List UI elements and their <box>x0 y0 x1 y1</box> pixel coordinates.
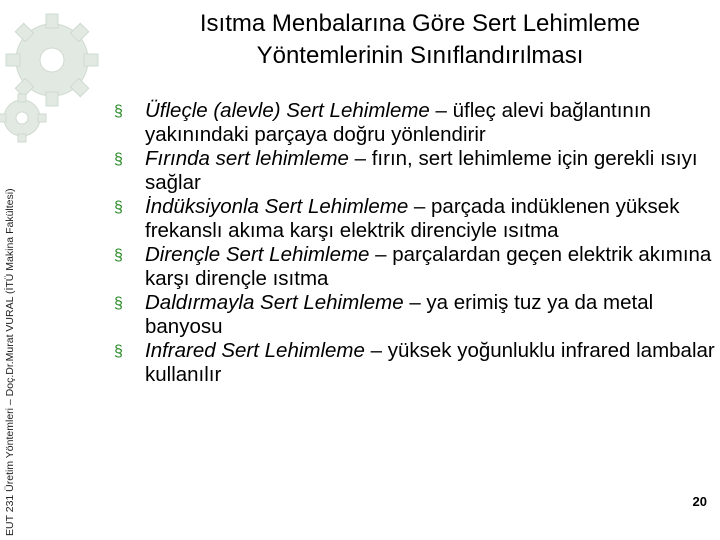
bullet-list <box>110 99 715 387</box>
method-term: Dirençle Sert Lehimleme <box>145 243 370 266</box>
separator: – <box>348 147 372 170</box>
method-description: fırın, sert lehimleme için gerekli ısıyı sağlar <box>145 147 698 194</box>
bullet-icon: § <box>114 343 123 360</box>
slide-title <box>130 8 710 72</box>
slide-title-line-2: Yöntemlerinin Sınıflandırılması <box>256 42 584 69</box>
list-item <box>110 243 715 291</box>
method-description: yüksek yoğunluklu infrared lambalar kullanılır <box>145 339 715 386</box>
bullet-icon: § <box>114 199 123 216</box>
method-description: parçalardan geçen elektrik akımına karşı dirençle ısıtma <box>145 243 712 290</box>
separator: – <box>403 291 427 314</box>
separator: – <box>364 339 388 362</box>
side-footer-label: EUT 231 Üretim Yöntemleri – Doç.Dr.Murat VURAL (İTÜ Makina Fakültesi) <box>4 188 16 536</box>
method-term: Fırında sert lehimleme <box>145 147 349 170</box>
method-term: İndüksiyonla Sert Lehimleme <box>145 195 409 218</box>
list-item <box>110 195 715 243</box>
method-description: üfleç alevi bağlantının yakınındaki parçaya doğru yönlendirir <box>145 99 651 146</box>
bullet-icon: § <box>114 295 123 312</box>
list-item <box>110 99 715 147</box>
slide-title-line-1: Isıtma Menbalarına Göre Sert Lehimleme <box>199 10 641 37</box>
list-item <box>110 339 715 387</box>
bullet-icon: § <box>114 247 123 264</box>
separator: – <box>429 99 453 122</box>
bullet-icon: § <box>114 103 123 120</box>
page-number: 20 <box>692 494 707 509</box>
separator: – <box>369 243 393 266</box>
bullet-icon: § <box>114 151 123 168</box>
list-item <box>110 291 715 339</box>
list-item <box>110 147 715 195</box>
method-term: Üfleçle (alevle) Sert Lehimleme <box>145 99 430 122</box>
method-description: parçada indüklenen yüksek frekanslı akıma karşı elektrik direnciyle ısıtma <box>145 195 680 242</box>
method-term: Daldırmayla Sert Lehimleme <box>145 291 404 314</box>
separator: – <box>408 195 432 218</box>
large-gear-icon <box>6 14 98 106</box>
method-description: ya erimiş tuz ya da metal banyosu <box>145 291 654 338</box>
method-term: Infrared Sert Lehimleme <box>145 339 365 362</box>
